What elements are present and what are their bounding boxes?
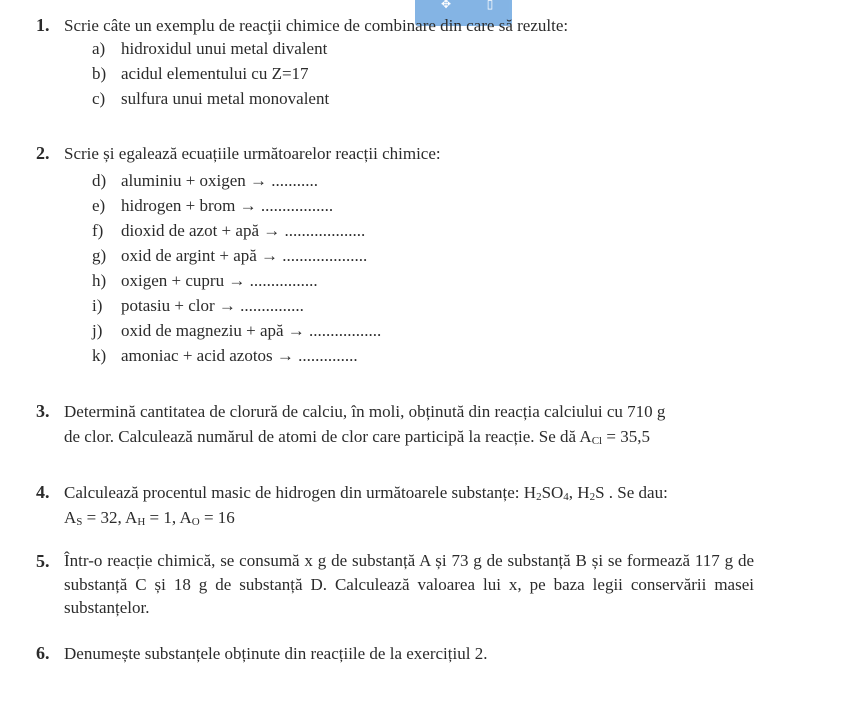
list-item xyxy=(92,61,329,86)
item-label: k) xyxy=(92,346,107,365)
item-text: dioxid de azot + apă → ................... xyxy=(121,221,366,240)
question-line xyxy=(64,480,756,505)
item-label: d) xyxy=(92,171,107,190)
question-number: 3. xyxy=(36,401,50,421)
item-text: hidrogen + brom → ................. xyxy=(121,196,334,215)
list-item xyxy=(92,86,329,111)
question-text xyxy=(64,399,756,449)
item-label: g) xyxy=(92,246,107,265)
subscript: O xyxy=(191,516,200,528)
item-text: potasiu + clor → ............... xyxy=(121,296,304,315)
subscript: S xyxy=(76,516,83,528)
text-span: = 16 xyxy=(199,508,235,527)
list-item xyxy=(92,36,329,61)
move-icon[interactable]: ✥ xyxy=(440,0,452,11)
item-label: f) xyxy=(92,221,104,240)
text-span: Calculează procentul masic de hidrogen din următoarele substanțe: H xyxy=(64,483,537,502)
subscript: 2 xyxy=(536,491,542,503)
item-text: amoniac + acid azotos → .............. xyxy=(121,346,358,365)
item-text: sulfura unui metal monovalent xyxy=(121,89,330,108)
list-item xyxy=(92,318,381,343)
list-item xyxy=(92,218,381,243)
item-label: j) xyxy=(92,321,103,340)
item-text: aluminiu + oxigen → ........... xyxy=(121,171,319,190)
item-label: h) xyxy=(92,271,107,290)
item-text: oxid de argint + apă → .................... xyxy=(121,246,368,265)
text-span: = 1, A xyxy=(145,508,192,527)
question-line xyxy=(64,424,756,449)
list-item xyxy=(92,168,381,193)
question-number: 4. xyxy=(36,482,50,502)
list-item xyxy=(92,268,381,293)
text-span: = 32, A xyxy=(82,508,138,527)
item-label: i) xyxy=(92,296,103,315)
question-1-items xyxy=(92,36,329,111)
trash-icon[interactable]: ▯ xyxy=(486,0,494,11)
question-2-items xyxy=(92,168,381,368)
text-span: = 35,5 xyxy=(602,427,650,446)
text-span: SO xyxy=(541,483,564,502)
list-item xyxy=(92,343,381,368)
question-text: Scrie și egalează ecuațiile următoarelor reacții chimice: xyxy=(64,144,441,163)
question-line xyxy=(64,505,756,530)
question-text xyxy=(64,480,756,530)
subscript: Cl xyxy=(591,435,603,447)
subscript: H xyxy=(137,516,146,528)
list-item xyxy=(92,193,381,218)
item-text: hidroxidul unui metal divalent xyxy=(121,39,328,58)
item-text: acidul elementului cu Z=17 xyxy=(121,64,309,83)
subscript: 4 xyxy=(563,491,569,503)
list-item xyxy=(92,293,381,318)
question-text: Într-o reacție chimică, se consumă x g de substanță A și 73 g de substanță B și se formează 117 g de substanță C și 18 g de substanță D. Calculează valoarea lui x, pe baza legii conservării masei substanțelor. xyxy=(64,551,754,617)
question-number: 5. xyxy=(36,551,50,571)
item-label: c) xyxy=(92,89,106,108)
question-number: 1. xyxy=(36,15,50,35)
text-span: de clor. Calculează numărul de atomi de clor care participă la reacție. Se dă A xyxy=(64,427,592,446)
text-span: , H xyxy=(568,483,590,502)
question-number: 6. xyxy=(36,643,50,663)
question-text: Denumește substanțele obținute din reacțiile de la exercițiul 2. xyxy=(64,644,488,663)
text-span: A xyxy=(64,508,77,527)
text-span: S . Se dau: xyxy=(595,483,668,502)
item-text: oxid de magneziu + apă → ................. xyxy=(121,321,382,340)
item-label: b) xyxy=(92,64,107,83)
subscript: 2 xyxy=(589,491,596,503)
question-line: Determină cantitatea de clorură de calciu, în moli, obținută din reacția calciului cu 710 g xyxy=(64,402,666,421)
item-label: e) xyxy=(92,196,106,215)
item-text: oxigen + cupru → ................ xyxy=(121,271,318,290)
question-number: 2. xyxy=(36,143,50,163)
question-text: Scrie câte un exemplu de reacţii chimice de combinare din care să rezulte: xyxy=(64,16,569,35)
list-item xyxy=(92,243,381,268)
item-label: a) xyxy=(92,39,106,58)
